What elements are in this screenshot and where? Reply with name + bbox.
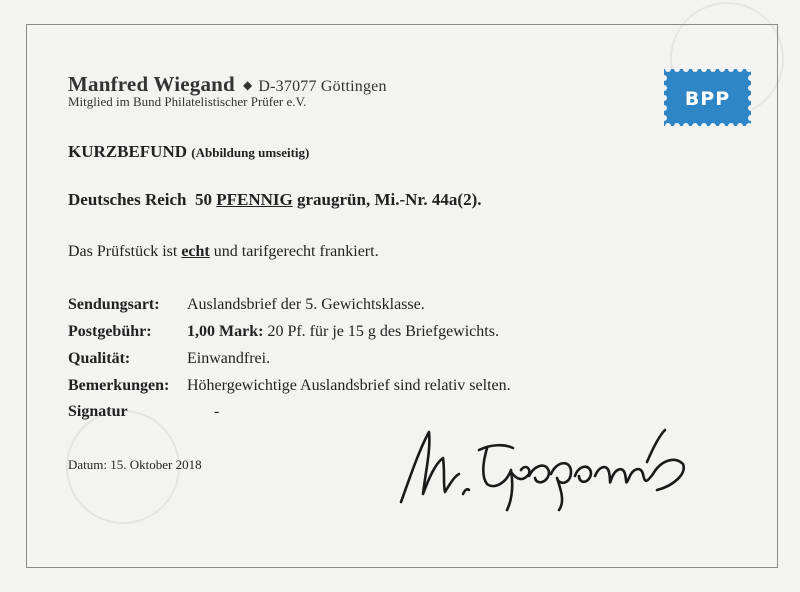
stamp-color: graugrün, Mi.-Nr. 44a(2). bbox=[297, 190, 482, 209]
stamp-description bbox=[68, 190, 481, 210]
issuer-city: D-37077 Göttingen bbox=[258, 78, 387, 95]
detail-label: Sendungsart: bbox=[68, 296, 160, 313]
bpp-logo bbox=[664, 69, 751, 126]
detail-value: - bbox=[214, 403, 220, 420]
verdict-word: echt bbox=[181, 243, 210, 260]
stamp-country: Deutsches Reich bbox=[68, 190, 187, 209]
detail-value: Einwandfrei. bbox=[187, 350, 271, 367]
verdict-line bbox=[68, 243, 379, 261]
stamp-value: 50 bbox=[195, 190, 213, 209]
certificate-date: Datum: 15. Oktober 2018 bbox=[68, 457, 202, 472]
verdict-prefix: Das Prüfstück ist bbox=[68, 243, 178, 260]
detail-value: 1,00 Mark: 20 Pf. für je 15 g des Briefgewichts. bbox=[187, 323, 499, 340]
detail-label: Bemerkungen: bbox=[68, 377, 170, 394]
detail-value: Auslandsbrief der 5. Gewichtsklasse. bbox=[187, 296, 425, 313]
issuer-name: Manfred Wiegand bbox=[68, 72, 235, 96]
verdict-suffix: und tarifgerecht frankiert. bbox=[213, 243, 379, 260]
detail-label: Postgebühr: bbox=[68, 323, 152, 340]
separator-diamond: ◆ bbox=[242, 78, 253, 92]
stamp-name: PFENNIG bbox=[216, 190, 293, 209]
detail-label: Signatur bbox=[68, 403, 128, 420]
certificate-type bbox=[68, 142, 309, 162]
detail-value: Höhergewichtige Auslandsbrief sind relativ selten. bbox=[187, 377, 511, 394]
detail-label: Qualität: bbox=[68, 350, 131, 367]
bpp-logo-text: BPP bbox=[684, 88, 731, 110]
handwritten-signature bbox=[395, 420, 695, 515]
certificate-type-label: KURZBEFUND bbox=[68, 142, 188, 161]
certificate-type-note: (Abbildung umseitig) bbox=[191, 145, 310, 160]
membership-line: Mitglied im Bund Philatelistischer Prüfer e.V. bbox=[68, 94, 307, 109]
